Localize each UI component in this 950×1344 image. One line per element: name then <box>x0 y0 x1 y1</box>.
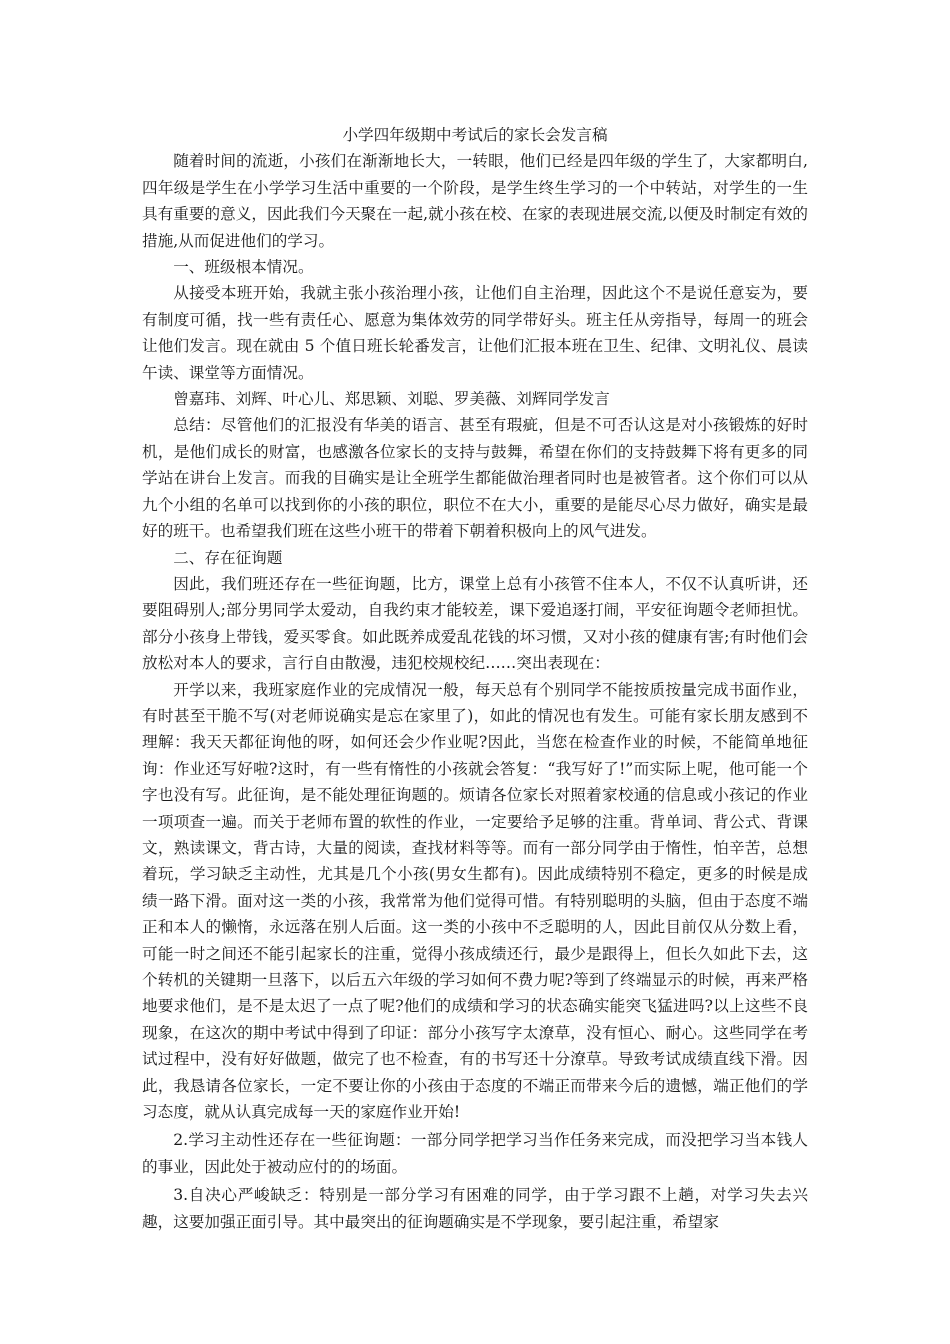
document-page <box>142 122 808 1235</box>
document-title: 小学四年级期中考试后的家长会发言稿 <box>342 126 608 144</box>
section-heading-problems: 二、存在征询题 <box>173 548 283 567</box>
paragraph-confidence: 3.自决心严峻缺乏：特别是一部分学习有困难的同学，由于学习跟不上趟，对学习失去兴趣，这要加强正面引导。其中最突出的征询题确实是不学现象，要引起注重，希望家 <box>142 1186 808 1231</box>
paragraph-speaker-list: 曾嘉玮、刘辉、叶心儿、郑思颖、刘聪、罗美薇、刘辉同学发言 <box>173 390 610 409</box>
paragraph-summary: 总结：尽管他们的汇报没有华美的语言、甚至有瑕疵，但是不可否认这是对小孩锻炼的好时机，是他们成长的财富，也感激各位家长的支持与鼓舞，希望在你们的支持鼓舞下将有更多的同学站在讲台上发言。而我的目确实是让全班学生都能做治理者同时也是被管者。这个你们可以从九个小组的名单可以找到你的小孩的职位，职位不在大小，重要的是能尽心尽力做好，确实是最好的班干。也希望我们班在这些小班干的带着下朝着积极向上的风气进发。 <box>142 416 808 541</box>
paragraph-intro: 随着时间的流逝，小孩们在渐渐地长大，一转眼，他们已经是四年级的学生了，大家都明白,四年级是学生在小学学习生活中重要的一个阶段，是学生终生学习的一个中转站，对学生的一生具有重要的意义，因此我们今天聚在一起,就小孩在校、在家的表现进展交流,以便及时制定有效的措施,从而促进他们的学习。 <box>142 152 808 250</box>
paragraph-initiative: 2.学习主动性还存在一些征询题：一部分同学把学习当作任务来完成，而没把学习当本钱人的事业，因此处于被动应付的的场面。 <box>142 1131 808 1176</box>
paragraph-problems: 因此，我们班还存在一些征询题，比方，课堂上总有小孩管不住本人，不仅不认真听讲，还要阻碍别人;部分男同学太爱动，自我约束才能较差，课下爱追逐打闹，平安征询题令老师担忧。部分小孩身上带钱，爱买零食。如此既养成爱乱花钱的坏习惯，又对小孩的健康有害;有时他们会放松对本人的要求，言行自由散漫，违犯校规校纪……突出表现在： <box>142 574 808 673</box>
paragraph-class-management: 从接受本班开始，我就主张小孩治理小孩，让他们自主治理，因此这个不是说任意妄为，要有制度可循，找一些有责任心、愿意为集体效劳的同学带好头。班主任从旁指导，每周一的班会让他们发言。现在就由 5 个值日班长轮番发言，让他们汇报本班在卫生、纪律、文明礼仪、晨读午读、课堂等方面情况。 <box>142 284 808 382</box>
section-heading-class-situation: 一、班级根本情况。 <box>173 258 314 277</box>
paragraph-homework: 开学以来，我班家庭作业的完成情况一般，每天总有个别同学不能按质按量完成书面作业，有时甚至干脆不写(对老师说确实是忘在家里了)，如此的情况也有发生。可能有家长朋友感到不理解：我天天都征询他的呀，如何还会少作业呢?因此，当您在检查作业的时候，不能简单地征询：作业还写好啦?这时，有一些有惰性的小孩就会答复：“我写好了!”而实际上呢，他可能一个字也没有写。此征询，是不能处理征询题的。烦请各位家长对照着家校通的信息或小孩记的作业一项项查一遍。而关于老师布置的软性的作业，一定要给予足够的注重。背单词、背公式、背课文，熟读课文，背古诗，大量的阅读，查找材料等等。而有一部分同学由于惰性，怕辛苦，总想着玩，学习缺乏主动性，尤其是几个小孩(男女生都有)。因此成绩特别不稳定，更多的时候是成绩一路下滑。面对这一类的小孩，我常常为他们觉得可惜。有特别聪明的头脑，但由于态度不端正和本人的懒惰，永远落在别人后面。这一类的小孩中不乏聪明的人，因此目前仅从分数上看，可能一时之间还不能引起家长的注重，觉得小孩成绩还行，最少是跟得上，但长久如此下去，这个转机的关键期一旦落下，以后五六年级的学习如何不费力呢?等到了终端显示的时候，再来严格地要求他们，是不是太迟了一点了呢?他们的成绩和学习的状态确实能突飞猛进吗?以上这些不良现象，在这次的期中考试中得到了印证：部分小孩写字太潦草，没有恒心、耐心。这些同学在考试过程中，没有好好做题，做完了也不检查，有的书写还十分潦草。导致考试成绩直线下滑。因此，我恳请各位家长，一定不要让你的小孩由于态度的不端正而带来今后的遗憾，端正他们的学习态度，就从认真完成每一天的家庭作业开始! <box>142 680 808 1122</box>
